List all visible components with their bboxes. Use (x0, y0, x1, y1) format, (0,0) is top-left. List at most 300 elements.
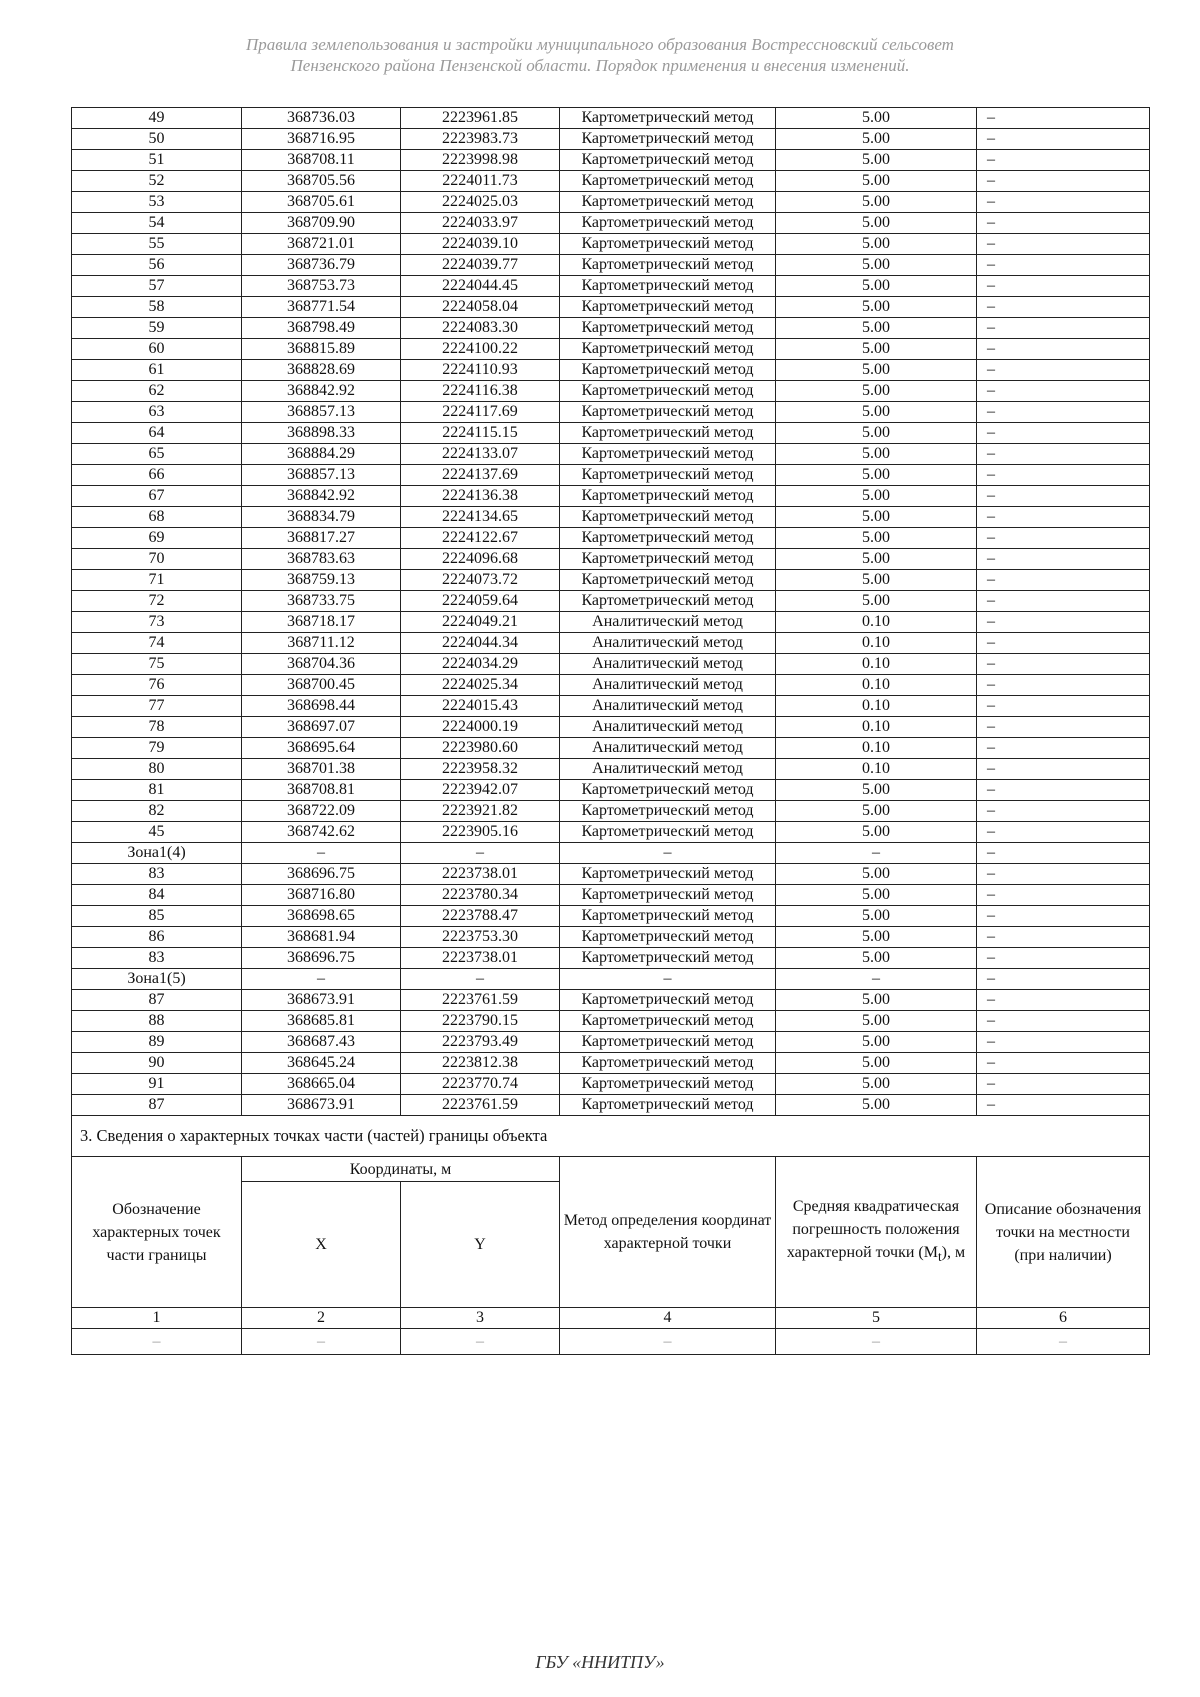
cell-coord-y: 2224058.04 (401, 297, 560, 318)
table-row (72, 297, 1150, 318)
cell-coord-x: 368817.27 (242, 528, 401, 549)
cell-coord-y: 2223980.60 (401, 738, 560, 759)
cell-point-id: 49 (72, 108, 242, 129)
cell-method: Картометрический метод (560, 507, 776, 528)
cell-coord-x: 368783.63 (242, 549, 401, 570)
cell-point-id: 91 (72, 1074, 242, 1095)
cell-point-id: 60 (72, 339, 242, 360)
cell-error: 5.00 (776, 213, 977, 234)
cell-description: – (977, 864, 1150, 885)
cell-coord-y: 2223761.59 (401, 990, 560, 1011)
cell-description: – (977, 990, 1150, 1011)
col-header-error (776, 1157, 977, 1308)
empty-cell-6: – (977, 1329, 1150, 1355)
cell-error: 5.00 (776, 234, 977, 255)
cell-coord-y: 2223770.74 (401, 1074, 560, 1095)
cell-method: Картометрический метод (560, 822, 776, 843)
cell-coord-y: 2223790.15 (401, 1011, 560, 1032)
cell-description: – (977, 1074, 1150, 1095)
cell-error: 5.00 (776, 255, 977, 276)
cell-coord-y: 2223738.01 (401, 948, 560, 969)
col-number-6: 6 (977, 1308, 1150, 1329)
cell-point-id: 74 (72, 633, 242, 654)
cell-description: – (977, 213, 1150, 234)
table-row (72, 171, 1150, 192)
col-header-method: Метод определения координат характерной точки (560, 1157, 776, 1308)
cell-point-id: 77 (72, 696, 242, 717)
cell-error: 0.10 (776, 633, 977, 654)
cell-coord-y: 2223753.30 (401, 927, 560, 948)
cell-method: Картометрический метод (560, 990, 776, 1011)
cell-description: – (977, 948, 1150, 969)
cell-coord-y: 2224000.19 (401, 717, 560, 738)
cell-error: 5.00 (776, 1095, 977, 1116)
cell-description: – (977, 108, 1150, 129)
cell-point-id: 86 (72, 927, 242, 948)
col-header-coordinates: Координаты, м (242, 1157, 560, 1182)
cell-coord-y: 2224096.68 (401, 549, 560, 570)
cell-coord-x: 368857.13 (242, 465, 401, 486)
cell-coord-x: 368685.81 (242, 1011, 401, 1032)
cell-method: Картометрический метод (560, 129, 776, 150)
cell-error: 5.00 (776, 906, 977, 927)
cell-point-id: 62 (72, 381, 242, 402)
cell-point-id: 83 (72, 864, 242, 885)
cell-point-id: 87 (72, 990, 242, 1011)
col-header-error-subscript: t (937, 1249, 942, 1265)
cell-error: 5.00 (776, 1053, 977, 1074)
cell-description: – (977, 675, 1150, 696)
cell-method: Картометрический метод (560, 423, 776, 444)
table-row (72, 570, 1150, 591)
cell-point-id: 65 (72, 444, 242, 465)
cell-method: Картометрический метод (560, 780, 776, 801)
cell-description: – (977, 129, 1150, 150)
cell-error: – (776, 969, 977, 990)
cell-description: – (977, 528, 1150, 549)
cell-method: Картометрический метод (560, 948, 776, 969)
table-row (72, 780, 1150, 801)
cell-coord-x: 368842.92 (242, 381, 401, 402)
cell-point-id: 88 (72, 1011, 242, 1032)
cell-description: – (977, 759, 1150, 780)
cell-error: 5.00 (776, 381, 977, 402)
cell-description: – (977, 360, 1150, 381)
cell-coord-x: 368742.62 (242, 822, 401, 843)
cell-coord-y: 2223780.34 (401, 885, 560, 906)
cell-coord-x: 368771.54 (242, 297, 401, 318)
table-row (72, 822, 1150, 843)
cell-coord-x: 368722.09 (242, 801, 401, 822)
cell-point-id: 55 (72, 234, 242, 255)
table-row (72, 759, 1150, 780)
cell-method: Картометрический метод (560, 381, 776, 402)
cell-description: – (977, 570, 1150, 591)
cell-error: 5.00 (776, 528, 977, 549)
cell-method: Картометрический метод (560, 171, 776, 192)
cell-coord-x: 368842.92 (242, 486, 401, 507)
table-row (72, 150, 1150, 171)
cell-description: – (977, 969, 1150, 990)
col-number-3: 3 (401, 1308, 560, 1329)
cell-error: – (776, 843, 977, 864)
cell-coord-y: 2224039.77 (401, 255, 560, 276)
cell-description: – (977, 1011, 1150, 1032)
cell-coord-x: 368711.12 (242, 633, 401, 654)
cell-description: – (977, 339, 1150, 360)
cell-coord-x: 368709.90 (242, 213, 401, 234)
cell-method: Картометрический метод (560, 1095, 776, 1116)
cell-coord-x: 368753.73 (242, 276, 401, 297)
cell-description: – (977, 738, 1150, 759)
cell-description: – (977, 549, 1150, 570)
cell-description: – (977, 465, 1150, 486)
cell-point-id: 59 (72, 318, 242, 339)
cell-error: 0.10 (776, 696, 977, 717)
cell-coord-y: 2224059.64 (401, 591, 560, 612)
cell-point-id: 64 (72, 423, 242, 444)
cell-method: Картометрический метод (560, 297, 776, 318)
col-header-y: Y (401, 1182, 560, 1308)
table-row (72, 234, 1150, 255)
cell-method: Картометрический метод (560, 528, 776, 549)
cell-point-id: 52 (72, 171, 242, 192)
cell-point-id: 58 (72, 297, 242, 318)
cell-point-id: 84 (72, 885, 242, 906)
cell-coord-x: 368736.79 (242, 255, 401, 276)
cell-error: 5.00 (776, 507, 977, 528)
col-number-5: 5 (776, 1308, 977, 1329)
cell-point-id: 68 (72, 507, 242, 528)
cell-coord-y: 2224137.69 (401, 465, 560, 486)
cell-coord-x: 368716.95 (242, 129, 401, 150)
table-row (72, 927, 1150, 948)
table-row (72, 717, 1150, 738)
cell-method: Картометрический метод (560, 1074, 776, 1095)
cell-coord-y: 2223793.49 (401, 1032, 560, 1053)
cell-method: – (560, 969, 776, 990)
cell-coord-y: 2224117.69 (401, 402, 560, 423)
cell-coord-x: – (242, 969, 401, 990)
cell-method: Картометрический метод (560, 570, 776, 591)
cell-method: Картометрический метод (560, 885, 776, 906)
cell-method: Аналитический метод (560, 633, 776, 654)
table-row (72, 381, 1150, 402)
cell-error: 5.00 (776, 276, 977, 297)
cell-description: – (977, 906, 1150, 927)
cell-error: 5.00 (776, 444, 977, 465)
cell-description: – (977, 276, 1150, 297)
cell-method: Картометрический метод (560, 402, 776, 423)
section-3-title: 3. Сведения о характерных точках части (частей) границы объекта (72, 1116, 1150, 1157)
table-row (72, 276, 1150, 297)
cell-coord-y: 2224044.45 (401, 276, 560, 297)
table-row (72, 360, 1150, 381)
cell-point-id: 76 (72, 675, 242, 696)
cell-coord-y: 2224133.07 (401, 444, 560, 465)
cell-coord-y: 2224025.03 (401, 192, 560, 213)
table-row (72, 402, 1150, 423)
cell-point-id: 89 (72, 1032, 242, 1053)
cell-point-id: 78 (72, 717, 242, 738)
cell-coord-x: 368673.91 (242, 990, 401, 1011)
cell-error: 5.00 (776, 948, 977, 969)
cell-coord-y: 2223761.59 (401, 1095, 560, 1116)
cell-point-id: 75 (72, 654, 242, 675)
cell-coord-y: 2224034.29 (401, 654, 560, 675)
cell-point-id: Зона1(4) (72, 843, 242, 864)
cell-error: 5.00 (776, 990, 977, 1011)
cell-method: Картометрический метод (560, 444, 776, 465)
cell-point-id: 51 (72, 150, 242, 171)
col-header-description: Описание обозначения точки на местности (при наличии) (977, 1157, 1150, 1308)
table-row (72, 738, 1150, 759)
data-rows (72, 108, 1150, 1116)
cell-coord-x: 368898.33 (242, 423, 401, 444)
cell-description: – (977, 927, 1150, 948)
cell-coord-y: 2224073.72 (401, 570, 560, 591)
cell-point-id: 85 (72, 906, 242, 927)
cell-coord-x: – (242, 843, 401, 864)
cell-coord-x: 368696.75 (242, 948, 401, 969)
cell-method: Картометрический метод (560, 255, 776, 276)
cell-point-id: 63 (72, 402, 242, 423)
cell-description: – (977, 822, 1150, 843)
cell-description: – (977, 1053, 1150, 1074)
cell-error: 5.00 (776, 1011, 977, 1032)
cell-coord-x: 368645.24 (242, 1053, 401, 1074)
table-row (72, 1074, 1150, 1095)
table-row (72, 339, 1150, 360)
col-number-1: 1 (72, 1308, 242, 1329)
cell-coord-x: 368759.13 (242, 570, 401, 591)
cell-error: 5.00 (776, 129, 977, 150)
cell-method: Картометрический метод (560, 108, 776, 129)
cell-coord-x: 368704.36 (242, 654, 401, 675)
cell-coord-y: 2224049.21 (401, 612, 560, 633)
cell-method: Картометрический метод (560, 1011, 776, 1032)
empty-cell-5: – (776, 1329, 977, 1355)
table-row (72, 612, 1150, 633)
cell-description: – (977, 192, 1150, 213)
cell-error: 5.00 (776, 885, 977, 906)
cell-description: – (977, 150, 1150, 171)
cell-error: 5.00 (776, 297, 977, 318)
cell-coord-y: 2223812.38 (401, 1053, 560, 1074)
cell-coord-x: 368696.75 (242, 864, 401, 885)
cell-method: Аналитический метод (560, 675, 776, 696)
col-header-error-unit: ), м (941, 1244, 966, 1262)
cell-point-id: 83 (72, 948, 242, 969)
cell-coord-y: – (401, 969, 560, 990)
col-header-point-designation: Обозначение характерных точек части границы (72, 1157, 242, 1308)
empty-cell-4: – (560, 1329, 776, 1355)
cell-description: – (977, 402, 1150, 423)
cell-coord-y: 2224011.73 (401, 171, 560, 192)
cell-coord-x: 368681.94 (242, 927, 401, 948)
col-header-x: X (242, 1182, 401, 1308)
cell-error: 5.00 (776, 801, 977, 822)
header-line-2: Пензенского района Пензенской области. Порядок применения и внесения изменений. (290, 56, 910, 75)
cell-point-id: 61 (72, 360, 242, 381)
cell-coord-x: 368700.45 (242, 675, 401, 696)
cell-method: Картометрический метод (560, 1053, 776, 1074)
cell-point-id: 54 (72, 213, 242, 234)
empty-cell-2: – (242, 1329, 401, 1355)
cell-point-id: 87 (72, 1095, 242, 1116)
cell-method: Аналитический метод (560, 612, 776, 633)
cell-method: Картометрический метод (560, 318, 776, 339)
cell-error: 0.10 (776, 738, 977, 759)
cell-coord-x: 368687.43 (242, 1032, 401, 1053)
table-row (72, 696, 1150, 717)
empty-cell-3: – (401, 1329, 560, 1355)
cell-error: 5.00 (776, 465, 977, 486)
cell-error: 5.00 (776, 780, 977, 801)
cell-description: – (977, 654, 1150, 675)
table-row (72, 129, 1150, 150)
cell-point-id: 90 (72, 1053, 242, 1074)
cell-description: – (977, 381, 1150, 402)
cell-point-id: 71 (72, 570, 242, 591)
cell-method: Картометрический метод (560, 591, 776, 612)
cell-coord-y: 2224044.34 (401, 633, 560, 654)
cell-coord-y: 2223998.98 (401, 150, 560, 171)
table-row (72, 864, 1150, 885)
cell-coord-x: 368698.44 (242, 696, 401, 717)
cell-error: 5.00 (776, 402, 977, 423)
table-row (72, 318, 1150, 339)
col-number-4: 4 (560, 1308, 776, 1329)
cell-coord-y: 2223961.85 (401, 108, 560, 129)
table-row (72, 192, 1150, 213)
cell-method: Картометрический метод (560, 192, 776, 213)
cell-coord-y: 2224033.97 (401, 213, 560, 234)
cell-point-id: 50 (72, 129, 242, 150)
cell-description: – (977, 843, 1150, 864)
table-row (72, 1053, 1150, 1074)
table-row (72, 1032, 1150, 1053)
table-row (72, 423, 1150, 444)
cell-coord-x: 368665.04 (242, 1074, 401, 1095)
boundary-points-table (71, 107, 1150, 1355)
cell-point-id: 82 (72, 801, 242, 822)
table-row (72, 108, 1150, 129)
header-line-1: Правила землепользования и застройки муниципального образования Вострессновский сельсовет (246, 35, 954, 54)
cell-error: 5.00 (776, 570, 977, 591)
table-row (72, 675, 1150, 696)
table-row (72, 843, 1150, 864)
cell-point-id: 79 (72, 738, 242, 759)
cell-coord-y: 2224110.93 (401, 360, 560, 381)
table-row (72, 591, 1150, 612)
cell-coord-x: 368708.81 (242, 780, 401, 801)
page-header (0, 34, 1200, 76)
cell-error: 0.10 (776, 759, 977, 780)
cell-coord-y: 2224083.30 (401, 318, 560, 339)
table-row (72, 507, 1150, 528)
cell-description: – (977, 486, 1150, 507)
cell-coord-y: 2224122.67 (401, 528, 560, 549)
cell-error: 5.00 (776, 360, 977, 381)
table-row (72, 885, 1150, 906)
cell-method: Картометрический метод (560, 927, 776, 948)
cell-description: – (977, 507, 1150, 528)
cell-error: 0.10 (776, 675, 977, 696)
cell-coord-x: 368884.29 (242, 444, 401, 465)
cell-coord-y: 2223905.16 (401, 822, 560, 843)
cell-point-id: 72 (72, 591, 242, 612)
cell-error: 5.00 (776, 549, 977, 570)
cell-coord-x: 368697.07 (242, 717, 401, 738)
cell-description: – (977, 696, 1150, 717)
table-row (72, 486, 1150, 507)
cell-coord-y: 2224015.43 (401, 696, 560, 717)
cell-coord-y: 2224025.34 (401, 675, 560, 696)
cell-error: 5.00 (776, 1032, 977, 1053)
cell-error: 5.00 (776, 318, 977, 339)
cell-description: – (977, 885, 1150, 906)
cell-description: – (977, 801, 1150, 822)
cell-description: – (977, 171, 1150, 192)
cell-description: – (977, 1032, 1150, 1053)
cell-coord-y: 2224116.38 (401, 381, 560, 402)
cell-error: 0.10 (776, 654, 977, 675)
cell-method: Картометрический метод (560, 1032, 776, 1053)
cell-point-id: 80 (72, 759, 242, 780)
cell-method: Картометрический метод (560, 801, 776, 822)
cell-coord-x: 368695.64 (242, 738, 401, 759)
cell-error: 0.10 (776, 717, 977, 738)
cell-description: – (977, 1095, 1150, 1116)
table-row (72, 654, 1150, 675)
cell-error: 5.00 (776, 591, 977, 612)
cell-coord-y: 2223958.32 (401, 759, 560, 780)
cell-point-id: 45 (72, 822, 242, 843)
cell-method: Картометрический метод (560, 276, 776, 297)
cell-coord-y: 2223983.73 (401, 129, 560, 150)
cell-method: Аналитический метод (560, 759, 776, 780)
cell-description: – (977, 318, 1150, 339)
cell-error: 5.00 (776, 108, 977, 129)
cell-coord-x: 368673.91 (242, 1095, 401, 1116)
cell-error: 5.00 (776, 171, 977, 192)
cell-description: – (977, 591, 1150, 612)
table-row (72, 549, 1150, 570)
col-number-2: 2 (242, 1308, 401, 1329)
cell-coord-x: 368698.65 (242, 906, 401, 927)
table-row (72, 528, 1150, 549)
cell-coord-y: 2224134.65 (401, 507, 560, 528)
cell-method: Картометрический метод (560, 234, 776, 255)
col-header-error-text: Средняя квадратическая погрешность положения характерной точки (M (786, 1198, 960, 1262)
table-row (72, 1095, 1150, 1116)
cell-method: Картометрический метод (560, 549, 776, 570)
cell-coord-y: – (401, 843, 560, 864)
cell-point-id: 70 (72, 549, 242, 570)
cell-coord-x: 368718.17 (242, 612, 401, 633)
cell-coord-y: 2224039.10 (401, 234, 560, 255)
cell-description: – (977, 717, 1150, 738)
cell-point-id: 81 (72, 780, 242, 801)
cell-description: – (977, 633, 1150, 654)
section-3 (72, 1116, 1150, 1355)
cell-description: – (977, 255, 1150, 276)
cell-point-id: 67 (72, 486, 242, 507)
table-row (72, 1011, 1150, 1032)
cell-point-id: 73 (72, 612, 242, 633)
table-row (72, 465, 1150, 486)
